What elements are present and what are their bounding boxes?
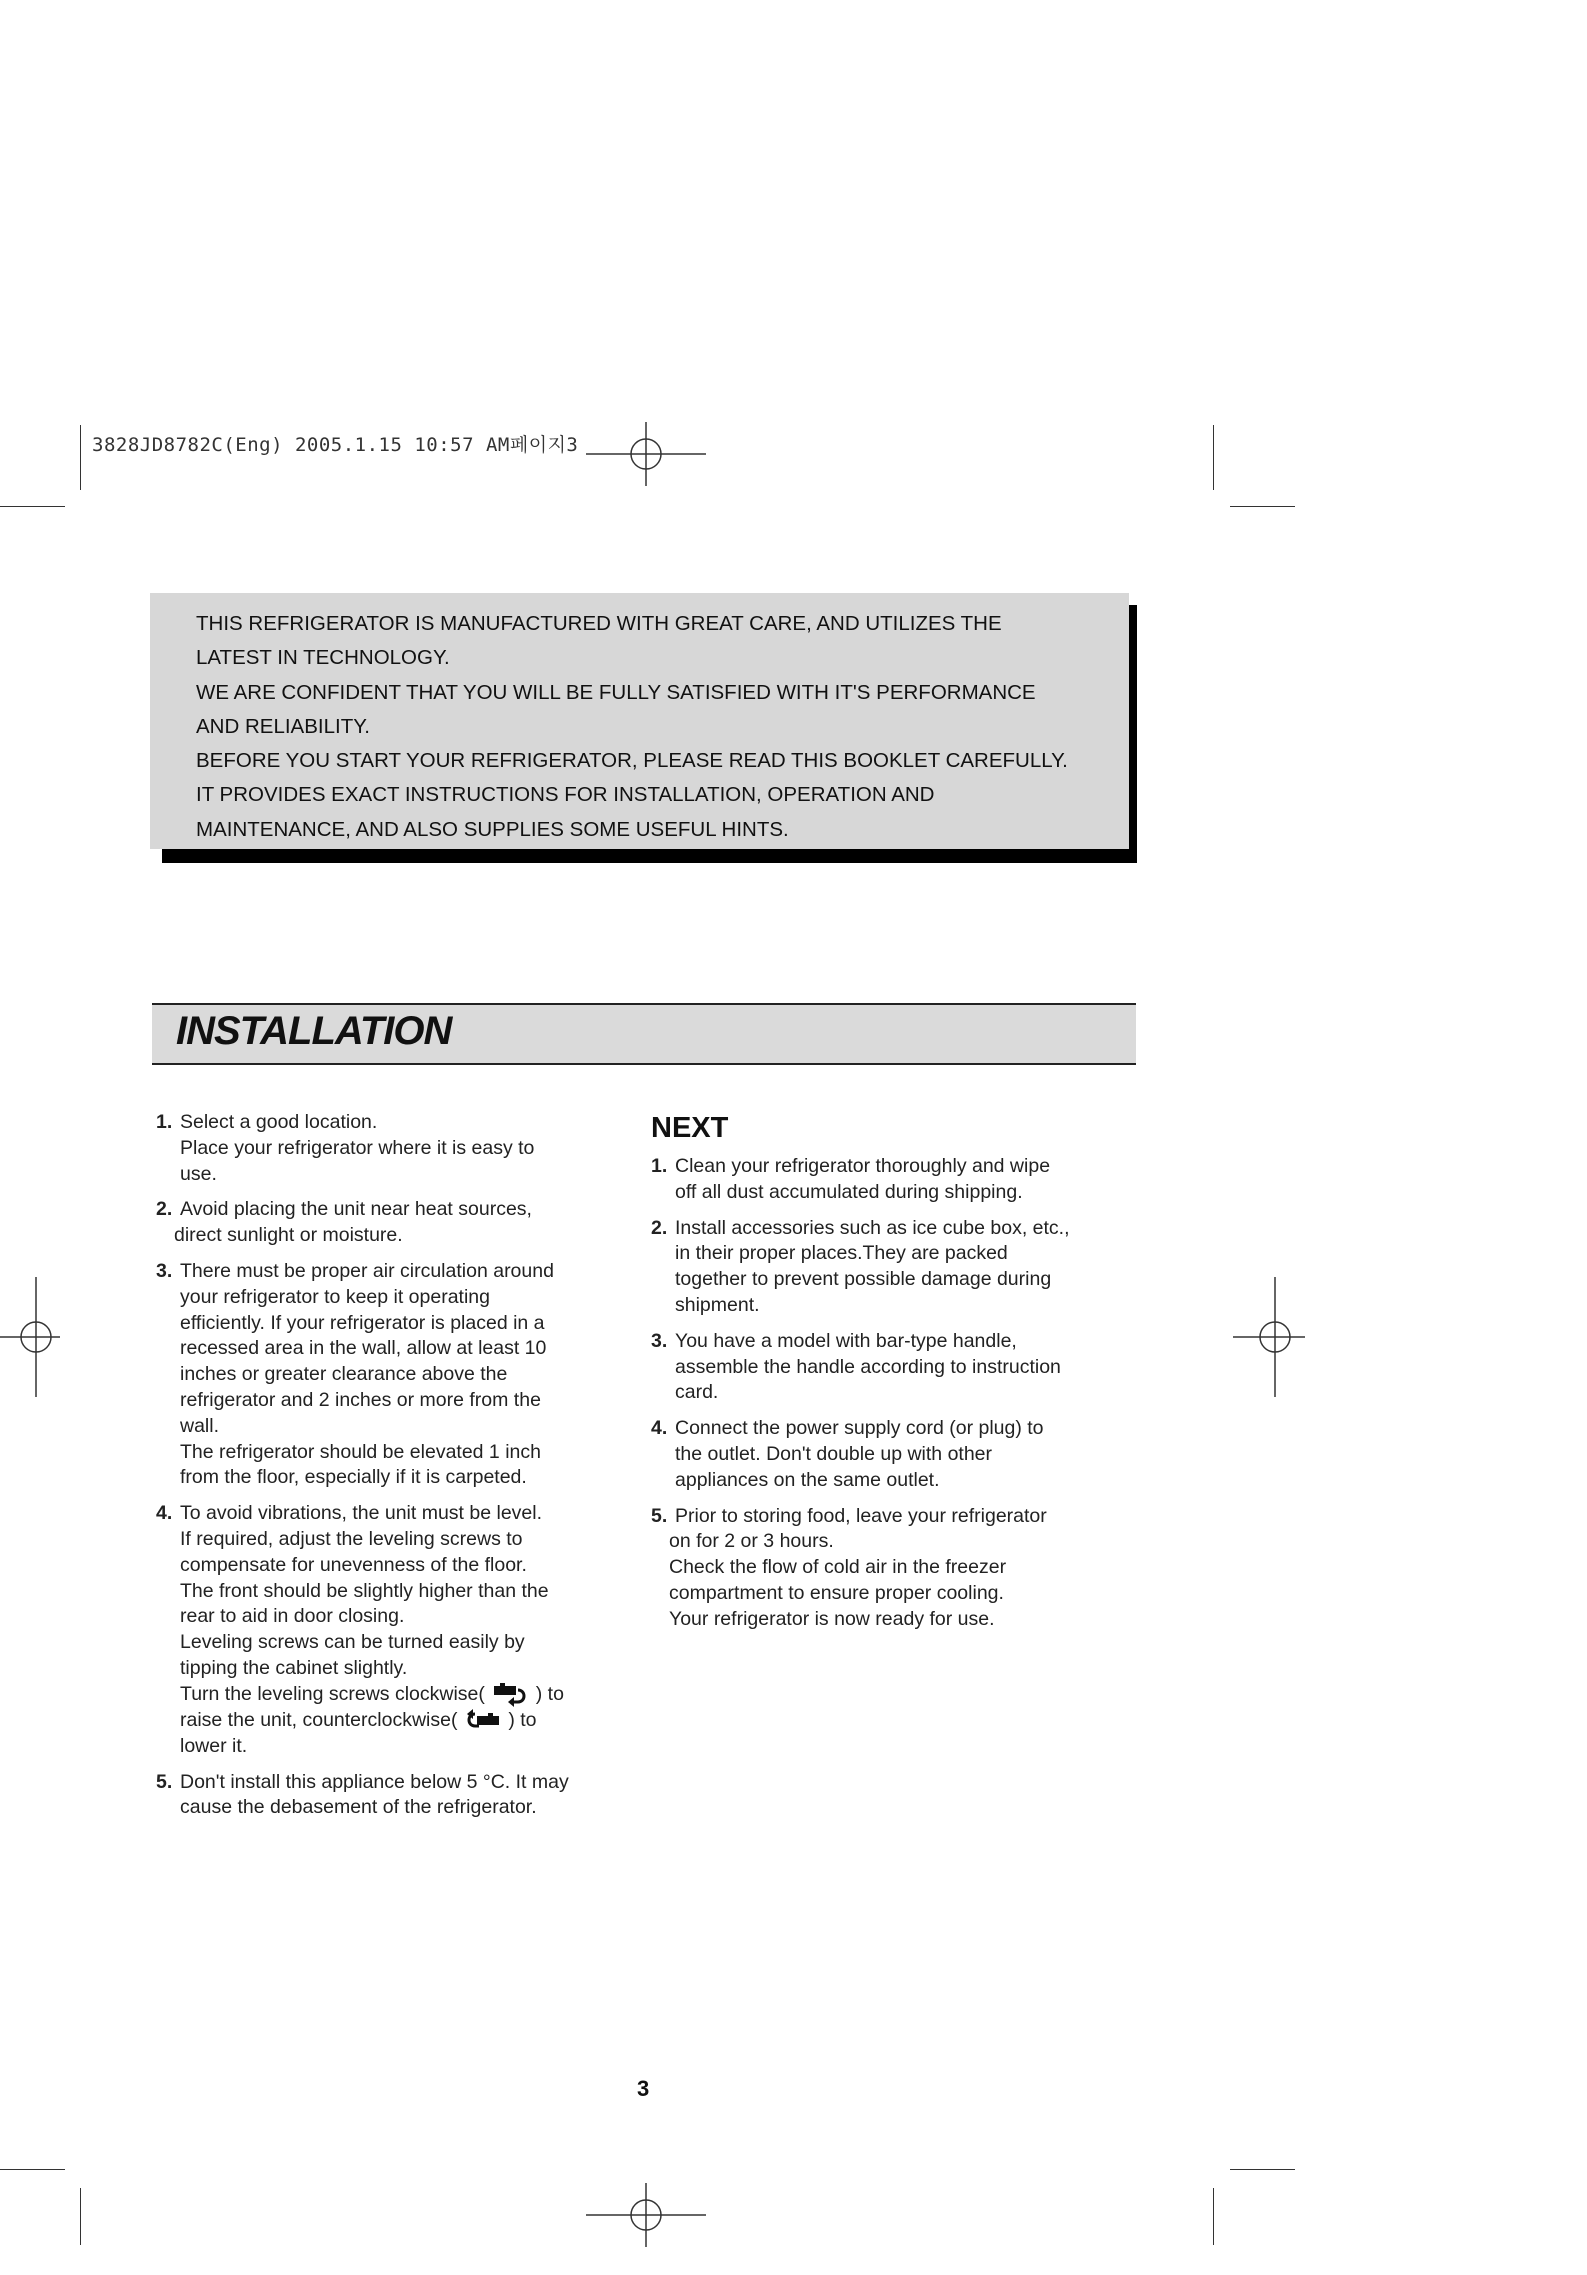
crop-mark	[0, 506, 65, 507]
intro-line: WE ARE CONFIDENT THAT YOU WILL BE FULLY SATISFIED WITH IT'S PERFORMANCE	[196, 680, 1036, 704]
list-item	[651, 1216, 1121, 1319]
item-text: card.	[675, 1381, 719, 1404]
item-text: If required, adjust the leveling screws to	[180, 1527, 523, 1550]
item-text: together to prevent possible damage during	[675, 1268, 1052, 1291]
item-text: Prior to storing food, leave your refrigerator	[675, 1504, 1047, 1527]
crop-mark	[80, 2188, 81, 2245]
item-text: your refrigerator to keep it operating	[180, 1285, 491, 1308]
item-text: You have a model with bar-type handle,	[675, 1329, 1017, 1352]
item-text: ) to	[535, 1682, 564, 1705]
item-text: direct sunlight or moisture.	[174, 1224, 403, 1247]
intro-box	[150, 593, 1129, 849]
item-text: compensate for unevenness of the floor.	[180, 1553, 527, 1576]
item-number: 3.	[651, 1329, 668, 1352]
list-item	[156, 1197, 616, 1249]
registration-mark-icon	[1233, 1277, 1353, 1397]
section-title: INSTALLATION	[176, 1009, 452, 1053]
item-text: Connect the power supply cord (or plug) to	[675, 1417, 1044, 1440]
item-number: 3.	[156, 1259, 173, 1282]
item-text: Check the flow of cold air in the freezer	[669, 1556, 1007, 1579]
registration-mark-icon	[0, 1277, 120, 1397]
item-text: use.	[180, 1162, 217, 1185]
item-text: cause the debasement of the refrigerator.	[180, 1796, 537, 1819]
item-text: Select a good location.	[180, 1111, 378, 1133]
item-text: rear to aid in door closing.	[180, 1605, 405, 1628]
item-text: Turn the leveling screws clockwise(	[180, 1682, 485, 1705]
list-item	[156, 1501, 616, 1759]
item-text: raise the unit, counterclockwise(	[180, 1708, 458, 1731]
intro-line: AND RELIABILITY.	[196, 714, 370, 738]
crop-mark	[1230, 506, 1295, 507]
intro-line: THIS REFRIGERATOR IS MANUFACTURED WITH GREAT CARE, AND UTILIZES THE	[196, 612, 1002, 635]
installation-steps-list	[156, 1110, 616, 1831]
item-text: refrigerator and 2 inches or more from the	[180, 1388, 541, 1411]
item-text: The front should be slightly higher than the	[180, 1579, 549, 1602]
next-title: NEXT	[651, 1112, 729, 1144]
item-text: shipment.	[675, 1293, 760, 1316]
item-text: wall.	[180, 1414, 220, 1437]
crop-mark	[1213, 425, 1214, 490]
clockwise-arrow-icon	[490, 1682, 530, 1708]
item-text-with-icon	[180, 1682, 616, 1708]
item-text: appliances on the same outlet.	[675, 1468, 940, 1491]
item-number: 5.	[156, 1770, 173, 1793]
section-header	[152, 1003, 1136, 1065]
list-item	[156, 1770, 616, 1822]
item-text: from the floor, especially if it is carpeted.	[180, 1466, 527, 1489]
item-text: Leveling screws can be turned easily by	[180, 1631, 525, 1654]
item-text: Place your refrigerator where it is easy to	[180, 1136, 535, 1159]
item-number: 4.	[651, 1417, 668, 1440]
item-text: Don't install this appliance below 5 °C. It may	[180, 1770, 569, 1793]
item-text: To avoid vibrations, the unit must be level.	[180, 1502, 543, 1525]
registration-mark-icon	[586, 394, 706, 514]
item-number: 4.	[156, 1502, 173, 1525]
item-text: ) to	[508, 1708, 537, 1731]
item-text: on for 2 or 3 hours.	[669, 1530, 834, 1553]
item-number: 1.	[156, 1111, 173, 1133]
item-text: compartment to ensure proper cooling.	[669, 1581, 1004, 1604]
item-text: recessed area in the wall, allow at least 10	[180, 1337, 547, 1360]
item-text: Avoid placing the unit near heat sources,	[180, 1198, 532, 1221]
item-text: tipping the cabinet slightly.	[180, 1656, 408, 1679]
item-text: the outlet. Don't double up with other	[675, 1442, 993, 1465]
item-text: lower it.	[180, 1734, 248, 1757]
item-text: Clean your refrigerator thoroughly and wipe	[675, 1155, 1051, 1177]
crop-mark	[1213, 2188, 1214, 2245]
item-number: 2.	[156, 1198, 173, 1221]
registration-mark-icon	[586, 2155, 706, 2275]
crop-mark	[0, 2169, 65, 2170]
item-text: There must be proper air circulation around	[180, 1259, 554, 1282]
print-slug: 3828JD8782C(Eng) 2005.1.15 10:57 AM페이지3	[92, 434, 579, 456]
item-text: in their proper places.They are packed	[675, 1242, 1008, 1265]
item-text-with-icon	[180, 1708, 616, 1734]
item-text: assemble the handle according to instruction	[675, 1355, 1061, 1378]
item-text: Install accessories such as ice cube box, etc.,	[675, 1216, 1070, 1239]
intro-line: MAINTENANCE, AND ALSO SUPPLIES SOME USEFUL HINTS.	[196, 817, 789, 841]
intro-line: IT PROVIDES EXACT INSTRUCTIONS FOR INSTALLATION, OPERATION AND	[196, 783, 935, 807]
counterclockwise-arrow-icon	[463, 1708, 503, 1734]
list-item	[651, 1416, 1121, 1493]
item-number: 2.	[651, 1216, 668, 1239]
item-text: Your refrigerator is now ready for use.	[669, 1607, 995, 1630]
next-steps-list	[651, 1110, 1121, 1643]
crop-mark	[80, 425, 81, 490]
item-text: off all dust accumulated during shipping.	[675, 1180, 1023, 1203]
intro-line: LATEST IN TECHNOLOGY.	[196, 646, 450, 670]
crop-mark	[1230, 2169, 1295, 2170]
item-number: 5.	[651, 1504, 668, 1527]
page-number: 3	[637, 2076, 650, 2101]
list-item	[156, 1110, 616, 1187]
list-item	[651, 1154, 1121, 1206]
item-text: inches or greater clearance above the	[180, 1363, 508, 1386]
list-item	[651, 1504, 1121, 1633]
list-item	[651, 1329, 1121, 1406]
item-text: efficiently. If your refrigerator is placed in a	[180, 1311, 545, 1334]
list-item	[156, 1259, 616, 1491]
intro-line: BEFORE YOU START YOUR REFRIGERATOR, PLEASE READ THIS BOOKLET CAREFULLY.	[196, 749, 1068, 773]
item-number: 1.	[651, 1155, 668, 1177]
item-text: The refrigerator should be elevated 1 inch	[180, 1440, 541, 1463]
